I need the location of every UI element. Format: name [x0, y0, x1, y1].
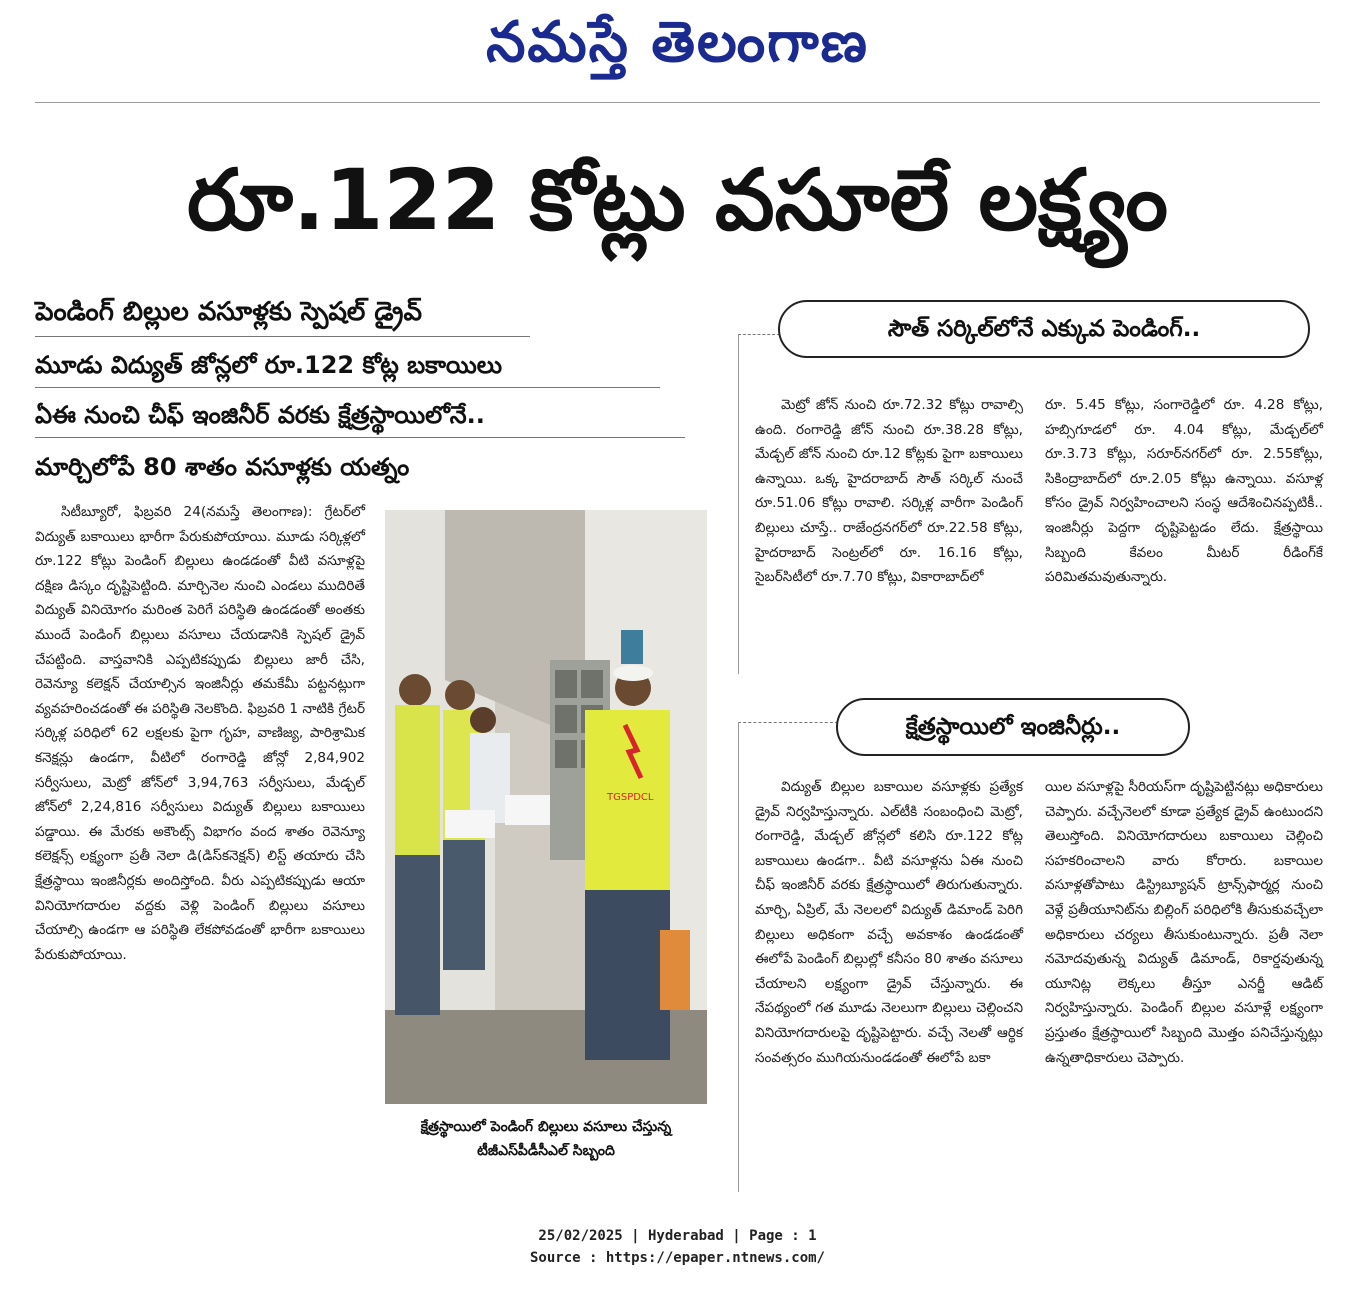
- box2-heading: క్షేత్రస్థాయిలో ఇంజినీర్లు..: [836, 698, 1190, 756]
- subhead-1: పెండింగ్ బిల్లుల వసూళ్లకు స్పెషల్ డ్రైవ్: [35, 297, 422, 327]
- subhead-rule-2: [35, 387, 660, 388]
- page-footer: [0, 1225, 1355, 1269]
- electricians-inspecting-panel-illustration: [385, 510, 707, 1104]
- photo-caption: క్షేత్రస్థాయిలో పెండింగ్ బిల్లులు వసూలు చేస్తున్న టీజీఎస్‌పీడీసీఎల్ సిబ్బంది: [420, 1119, 672, 1159]
- subhead-3: ఏఈ నుంచి చీఫ్ ఇంజినీర్ వరకు క్షేత్రస్థాయిలోనే..: [35, 401, 485, 429]
- box1-column-2: [1045, 393, 1323, 590]
- box1-paragraph-1: మెట్రో జోన్ నుంచి రూ.72.32 కోట్లు రావాల్సి ఉంది. రంగారెడ్డి జోన్ నుంచి రూ.38.28 కోట్లు, మేడ్చల్ జోన్ నుంచి రూ.12 కోట్లకు పైగా బకాయిలు ఉన్నాయి. ఒక్క హైదరాబాద్ సౌత్ సర్కిల్ నుంచే రూ.51.06 కోట్లు రావాలి. సర్కిళ్ల వారీగా పెండింగ్ బిల్లులు చూస్తే.. రాజేంద్రనగర్‌లో రూ.22.58 కోట్లు, హైదరాబాద్ సెంట్రల్‌లో రూ. 16.16 కోట్లు, సైబర్‌సిటీలో రూ.7.70 కోట్లు, వికారాబాద్‌లో: [755, 397, 1023, 586]
- footer-source-line: Source : https://epaper.ntnews.com/: [529, 1250, 825, 1266]
- article-paragraph: సిటీబ్యూరో, ఫిబ్రవరి 24(నమస్తే తెలంగాణ): గ్రేటర్‌లో విద్యుత్ బకాయిలు భారీగా పేరుకుపోయాయి. మూడు సర్కిళ్లలో రూ.122 కోట్లు పెండింగ్ బిల్లులు ఉండడంతో వీటి వసూళ్లపై దక్షిణ డిస్కం దృష్టిపెట్టింది. మార్చినెల నుంచి ఎండలు ముదిరితే విద్యుత్ వినియోగం మరింత పెరిగే పరిస్థితి ఉండడంతో అంతకు ముందే పెండింగ్ బిల్లులు వసూలు చేయడానికి స్పెషల్ డ్రైవ్ చేపట్టింది. వాస్తవానికి ఎప్పటికప్పుడు బిల్లులు జారీ చేసి, రెవెన్యూ కలెక్షన్ చేయాల్సిన ఇంజినీర్లు తమకేమీ పట్టనట్లుగా వ్యవహరించడంతో ఈ పరిస్థితి నెలకొంది. ఫిబ్రవరి 1 నాటికి గ్రేటర్ సర్కిళ్ల పరిధిలో 62 లక్షలకు పైగా గృహ, వాణిజ్య, పారిశ్రామిక కనెక్షన్లు ఉండగా, వీటిలో రంగారెడ్డి జోన్లో 2,84,902 సర్వీసులు, మెట్రో జోన్‌లో 3,94,763 సర్వీసులు, మేడ్చల్ జోన్‌లో 2,24,816 సర్వీసులు విద్యుత్ బిల్లులు బకాయిలు పడ్డాయి. ఈ మేరకు అకౌంట్స్ విభాగం వంద శాతం రెవెన్యూ కలెక్షన్స్ లక్ష్యంగా ప్రతీ నెలా డి(డిస్‌కనెక్షన్) లిస్ట్ తయారు చేసి క్షేత్రస్థాయి ఇంజినీర్లకు అందిస్తోంది. వీరు ఎప్పటికప్పుడు ఆయా వినియోగదారుల వద్దకు వెళ్లి పెండింగ్ బిల్లులు వసూలు చేయాల్సి ఉండగా ఆ పరిస్థితి లేకపోవడంతో భారీగా బకాయిలు పేరుకుపోయాయి.: [35, 504, 365, 963]
- box2-paragraph-2: యిల వసూళ్లపై సీరియస్‌గా దృష్టిపెట్టినట్లు అధికారులు చెప్పారు. వచ్చేనెలలో కూడా ప్రత్యేక డ్రైవ్ ఉంటుందని తెలుస్తోంది. వినియోగదారులు బకాయిలు చెల్లించి సహకరించాలని వారు కోరారు. బకాయిల వసూళ్లతోపాటు డిస్ట్రిబ్యూషన్ ట్రాన్స్‌ఫార్మర్ల నుంచి వెళ్లే ప్రతీయూనిట్‌ను బిల్లింగ్ పరిధిలోకి తీసుకువచ్చేలా అధికారులు చర్యలు తీసుకుంటున్నారు. ప్రతీ నెలా నమోదవుతున్న విద్యుత్ డిమాండ్, రికార్డవుతున్న యూనిట్ల లెక్కలు తీస్తూ ఎనర్జీ ఆడిట్ నిర్వహిస్తున్నారు. పెండింగ్ బిల్లుల వసూళ్లే లక్ష్యంగా ప్రస్తుతం క్షేత్రస్థాయిలో సిబ్బంది మొత్తం పనిచేస్తున్నట్లు ఉన్నతాధికారులు చెప్పారు.: [1045, 779, 1323, 1066]
- main-headline: రూ.122 కోట్లు వసూలే లక్ష్యం: [187, 151, 1168, 249]
- subhead-rule-1: [35, 336, 530, 337]
- news-photo: [385, 510, 707, 1104]
- footer-date-line: 25/02/2025 | Hyderabad | Page : 1: [538, 1228, 817, 1244]
- vest-label: TGSPDCL: [607, 792, 654, 803]
- masthead-divider: [35, 102, 1320, 103]
- subhead-rule-3: [35, 437, 685, 438]
- box1-heading: సౌత్ సర్కిల్‌లోనే ఎక్కువ పెండింగ్..: [778, 300, 1310, 358]
- box2-vertical-rule: [738, 722, 739, 1192]
- subhead-4: మార్చిలోపే 80 శాతం వసూళ్లకు యత్నం: [35, 453, 410, 481]
- box1-column-1: [755, 393, 1023, 590]
- box1-dash-left: [738, 334, 780, 335]
- article-body-column: [35, 500, 365, 967]
- box2-column-2: [1045, 775, 1323, 1070]
- box2-column-1: [755, 775, 1023, 1070]
- box1-vertical-rule: [738, 334, 739, 674]
- subhead-2: మూడు విద్యుత్ జోన్లలో రూ.122 కోట్ల బకాయిలు: [35, 351, 503, 379]
- newspaper-masthead: నమస్తే తెలంగాణ: [486, 9, 869, 75]
- box2-paragraph-1: విద్యుత్ బిల్లుల బకాయిల వసూళ్లకు ప్రత్యేక డ్రైవ్ నిర్వహిస్తున్నారు. ఎల్‌టీకి సంబంధించి మెట్రో, రంగారెడ్డి, మేడ్చల్ జోన్లలో కలిసి రూ.122 కోట్ల బకాయిలు ఉండగా.. వీటి వసూళ్లను ఏఈ నుంచి చీఫ్ ఇంజినీర్ వరకు క్షేత్రస్థాయిలో తిరుగుతున్నారు. మార్చి, ఏప్రిల్, మే నెలలలో విద్యుత్ డిమాండ్ పెరిగి బిల్లులు అధికంగా వచ్చే అవకాశం ఉండడంతో ఈలోపే పెండింగ్ బిల్లుల్లో కనీసం 80 శాతం వసూలు చేయాలని లక్ష్యంగా డ్రైవ్ చేస్తున్నారు. ఈ నేపథ్యంలో గత మూడు నెలలుగా బిల్లులు చెల్లించని వినియోగదారులపై దృష్టిపెట్టారు. వచ్చే నెలతో ఆర్థిక సంవత్సరం ముగియనుండడంతో ఈలోపే బకా: [755, 779, 1023, 1066]
- box1-paragraph-2: రూ. 5.45 కోట్లు, సంగారెడ్డిలో రూ. 4.28 కోట్లు, హబ్సిగూడలో రూ. 4.04 కోట్లు, మేడ్చల్‌లో రూ.3.73 కోట్లు, సరూర్‌నగర్‌లో రూ. 2.55కోట్లు, సికింద్రాబాద్‌లో రూ.2.05 కోట్లు ఉన్నాయి. వసూళ్ల కోసం డ్రైవ్ నిర్వహించాలని సంస్థ ఆదేశించినప్పటికీ.. ఇంజినీర్లు పెద్దగా దృష్టిపెట్టడం లేదు. క్షేత్రస్థాయి సిబ్బంది కేవలం మీటర్ రీడింగ్‌కే పరిమితమవుతున్నారు.: [1045, 397, 1323, 586]
- box2-dash-left: [738, 722, 838, 723]
